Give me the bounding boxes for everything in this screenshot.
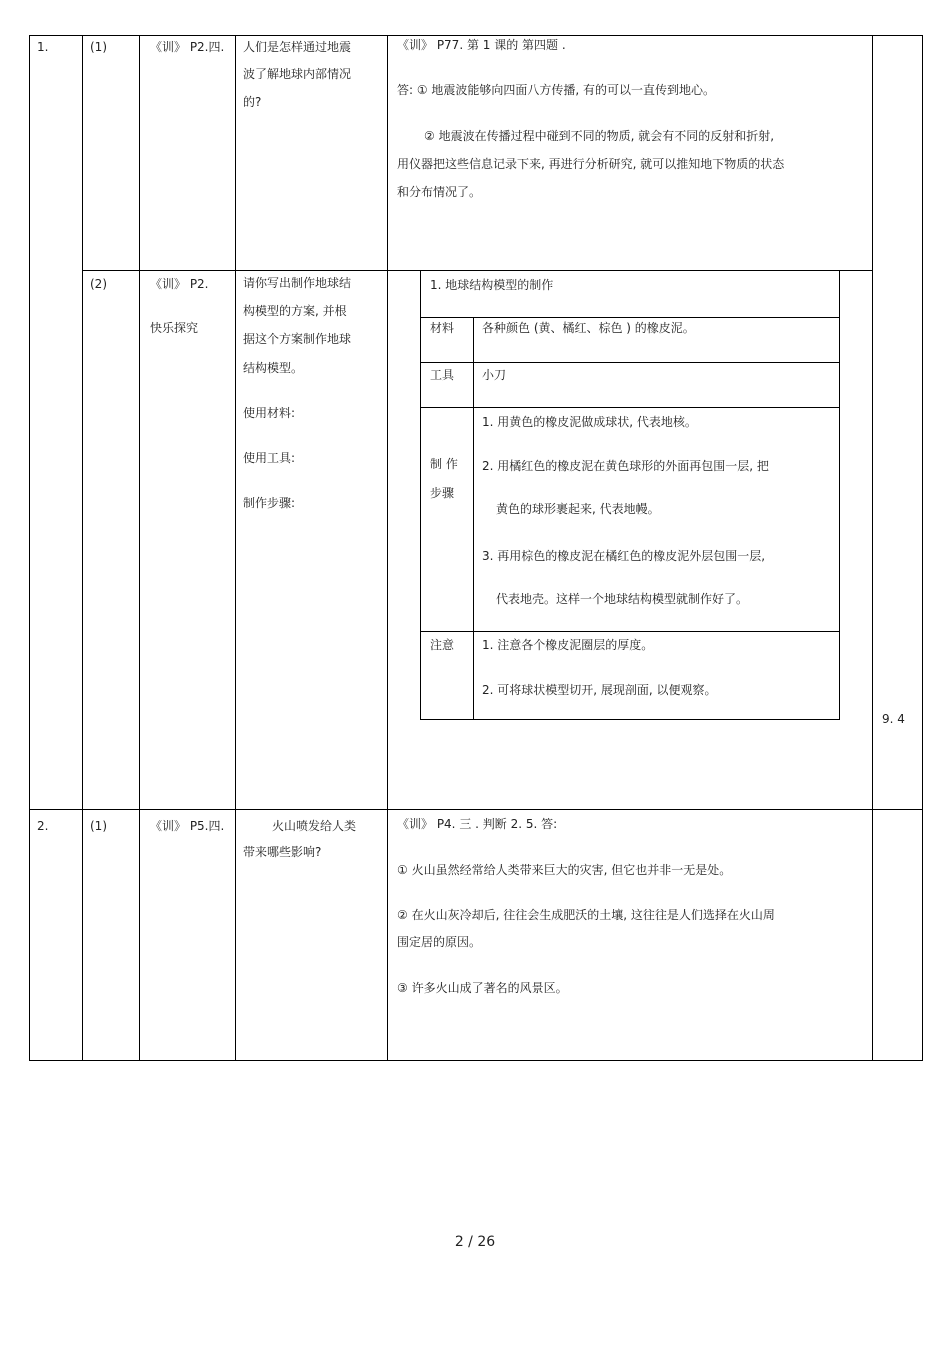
model-step-line: 2. 用橘红色的橡皮泥在黄色球形的外面再包围一层, 把	[482, 459, 769, 473]
model-table-bottom	[420, 719, 840, 720]
model-note-line: 2. 可将球状模型切开, 展现剖面, 以便观察。	[482, 683, 717, 697]
model-steps-label: 步骤	[430, 486, 455, 500]
model-title: 1. 地球结构模型的制作	[430, 278, 554, 292]
col-divider-2	[139, 35, 140, 1061]
row1-sub1-source: 《训》 P2.四.	[150, 40, 225, 54]
row2-sub1-answer-line: 《训》 P4. 三 . 判断 2. 5. 答:	[397, 817, 558, 831]
row1-sub2-field: 制作步骤:	[243, 496, 296, 510]
table-border-left	[29, 35, 30, 1061]
row1-sub1-answer-line: 答: ① 地震波能够向四面八方传播, 有的可以一直传到地心。	[397, 83, 716, 97]
model-table-line-4	[420, 631, 840, 632]
row1-sub1-question-line: 的?	[243, 95, 262, 109]
row1-sub1-answer-line: 用仪器把这些信息记录下来, 再进行分析研究, 就可以推知地下物质的状态	[397, 157, 785, 171]
row2-sub1-question-line: 带来哪些影响?	[243, 845, 322, 859]
row1-sub2-source-line: 快乐探究	[150, 321, 199, 335]
row1-sub2-question-line: 结构模型。	[243, 361, 304, 375]
col-divider-5	[872, 35, 873, 1061]
row-divider	[29, 809, 923, 810]
model-notes-label: 注意	[430, 638, 455, 652]
row1-date: 9. 4	[882, 712, 905, 726]
model-note-line: 1. 注意各个橡皮泥圈层的厚度。	[482, 638, 654, 652]
model-table-label-divider	[473, 317, 474, 720]
model-step-line: 代表地壳。这样一个地球结构模型就制作好了。	[496, 592, 749, 606]
row1-number: 1.	[37, 40, 49, 54]
row2-sub1-answer-line: ① 火山虽然经常给人类带来巨大的灾害, 但它也并非一无是处。	[397, 863, 732, 877]
row1-sub2-question-line: 构模型的方案, 并根	[243, 304, 347, 318]
model-step-line: 黄色的球形裹起来, 代表地幔。	[496, 502, 660, 516]
row2-sub1-answer-line: 围定居的原因。	[397, 935, 482, 949]
model-table-line-2	[420, 362, 840, 363]
model-table-top	[420, 270, 840, 271]
row2-sub1-source: 《训》 P5.四.	[150, 819, 225, 833]
table-border-top	[29, 35, 923, 36]
row2-sub1-label: (1)	[90, 819, 107, 833]
row2-sub1-answer-line: ③ 许多火山成了著名的风景区。	[397, 981, 568, 995]
row2-sub1-answer-line: ② 在火山灰冷却后, 往往会生成肥沃的土壤, 这往往是人们选择在火山周	[397, 908, 775, 922]
row1-sub2-question-line: 据这个方案制作地球	[243, 332, 352, 346]
table-border-bottom	[29, 1060, 923, 1061]
model-table-right	[839, 270, 840, 720]
col-divider-4	[387, 35, 388, 1061]
row2-sub1-question-line: 火山喷发给人类	[272, 819, 357, 833]
row1-sub1-answer-line: 《训》 P77. 第 1 课的 第四题 .	[397, 38, 566, 52]
table-border-right	[922, 35, 923, 1061]
page-number: 2 / 26	[454, 1234, 496, 1250]
row1-sub1-answer-line: ② 地震波在传播过程中碰到不同的物质, 就会有不同的反射和折射,	[424, 129, 775, 143]
row1-sub1-question-line: 人们是怎样通过地震	[243, 40, 352, 54]
model-materials-value: 各种颜色 (黄、橘红、棕色 ) 的橡皮泥。	[482, 321, 695, 335]
model-step-line: 1. 用黄色的橡皮泥做成球状, 代表地核。	[482, 415, 697, 429]
model-materials-label: 材料	[430, 321, 455, 335]
row1-sub2-source-line: 《训》 P2.	[150, 277, 209, 291]
row2-number: 2.	[37, 819, 49, 833]
row1-sub1-label: (1)	[90, 40, 107, 54]
model-table-line-1	[420, 317, 840, 318]
row1-sub1-question-line: 波了解地球内部情况	[243, 67, 352, 81]
row1-sub2-field: 使用工具:	[243, 451, 296, 465]
model-tools-label: 工具	[430, 368, 455, 382]
col-divider-1	[82, 35, 83, 1061]
model-step-line: 3. 再用棕色的橡皮泥在橘红色的橡皮泥外层包围一层,	[482, 549, 766, 563]
model-table-line-3	[420, 407, 840, 408]
model-table-left	[420, 270, 421, 720]
row1-sub2-question-line: 请你写出制作地球结	[243, 276, 352, 290]
col-divider-3	[235, 35, 236, 1061]
model-steps-label: 制 作	[430, 457, 458, 471]
row1-sub1-answer-line: 和分布情况了。	[397, 185, 482, 199]
model-tools-value: 小刀	[482, 368, 507, 382]
row1-sub2-field: 使用材料:	[243, 406, 296, 420]
row1-sub2-label: (2)	[90, 277, 107, 291]
